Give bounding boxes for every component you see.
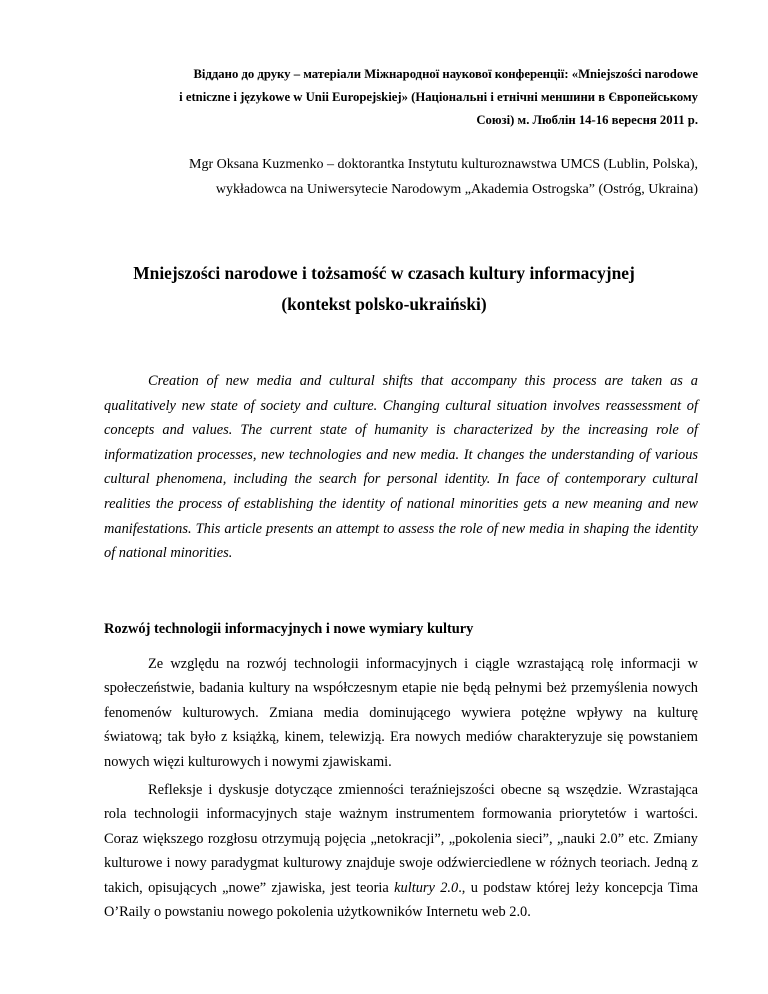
paragraph-2	[104, 778, 698, 924]
title-line-1: Mniejszości narodowe i tożsamość w czasach kultury informacyjnej	[133, 263, 635, 283]
paragraph-2-text-end: ., u podstaw której leży koncepcja Tima O’Raily o powstaniu nowego pokolenia użytkowników Internetu web 2.0.	[104, 879, 698, 921]
author-line-1: Mgr Oksana Kuzmenko – doktorantka Instytutu kulturoznawstwa UMCS (Lublin, Polska),	[189, 157, 698, 172]
abstract	[104, 369, 698, 566]
author-affiliation	[104, 152, 698, 202]
notice-line-2: i etniczne i językowe w Unii Europejskiej» (Національні і етнічні меншини в Європейському	[179, 90, 698, 104]
paragraph-1: Ze względu na rozwój technologii informacyjnych i ciągle wzrastającą rolę informacji w społeczeństwie, badania kultury na współczesnym etapie nie będą pełnymi beż przemyślenia nowych fenomenów kulturowych. Zmiana media dominującego wywiera potężne wpływy na kulturę światową; tak było z książką, kinem, telewizją. Era nowych mediów charakteryzuje się powstaniem nowych więzi kulturowych i nowymi zjawiskami.	[104, 656, 698, 770]
notice-line-1: Віддано до друку – матеріали Міжнародної наукової конференції: «Mniejszości narodowe	[193, 67, 698, 81]
author-line-2: wykładowca na Uniwersytecie Narodowym „Akademia Ostrogska” (Ostróg, Ukraina)	[215, 182, 698, 197]
title-line-2: (kontekst polsko-ukraiński)	[281, 294, 487, 314]
body-text	[104, 652, 698, 928]
abstract-text: Creation of new media and cultural shifts that accompany this process are taken as a qualitatively new state of society and culture. Changing cultural situation involves reassessment of concepts and values. The current state of humanity is characterized by the increasing role of informatization processes, new technologies and new media. It changes the understanding of various cultural phenomena, including the search for personal identity. In face of contemporary cultural realities the process of establishing the identity of national minorities gets a new meaning and new manifestations. This article presents an attempt to assess the role of new media in shaping the identity of national minorities.	[104, 373, 698, 562]
paragraph-2-italic-term: kultury 2.0	[394, 879, 459, 896]
notice-line-3: Союзі) м. Люблін 14-16 вересня 2011 р.	[476, 113, 698, 127]
paragraph-2-text: Refleksje i dyskusje dotyczące zmienności teraźniejszości obecne są wszędzie. Wzrastająca rola technologii informacyjnych staje ważnym instrumentem formowania priorytetów i wartości. Coraz większego rozgłosu otrzymują pojęcia „netokracji”, „pokolenia sieci”, „nauki 2.0” etc. Zmiany kulturowe i nowy paradygmat kulturowy znajduje swoje odźwierciedlene w różnych teoriach. Jedną z takich, opisujących „nowe” zjawiska, jest teoria	[104, 782, 698, 896]
article-title	[60, 258, 708, 320]
publication-notice	[104, 63, 698, 132]
section-heading: Rozwój technologii informacyjnych i nowe wymiary kultury	[104, 621, 474, 637]
